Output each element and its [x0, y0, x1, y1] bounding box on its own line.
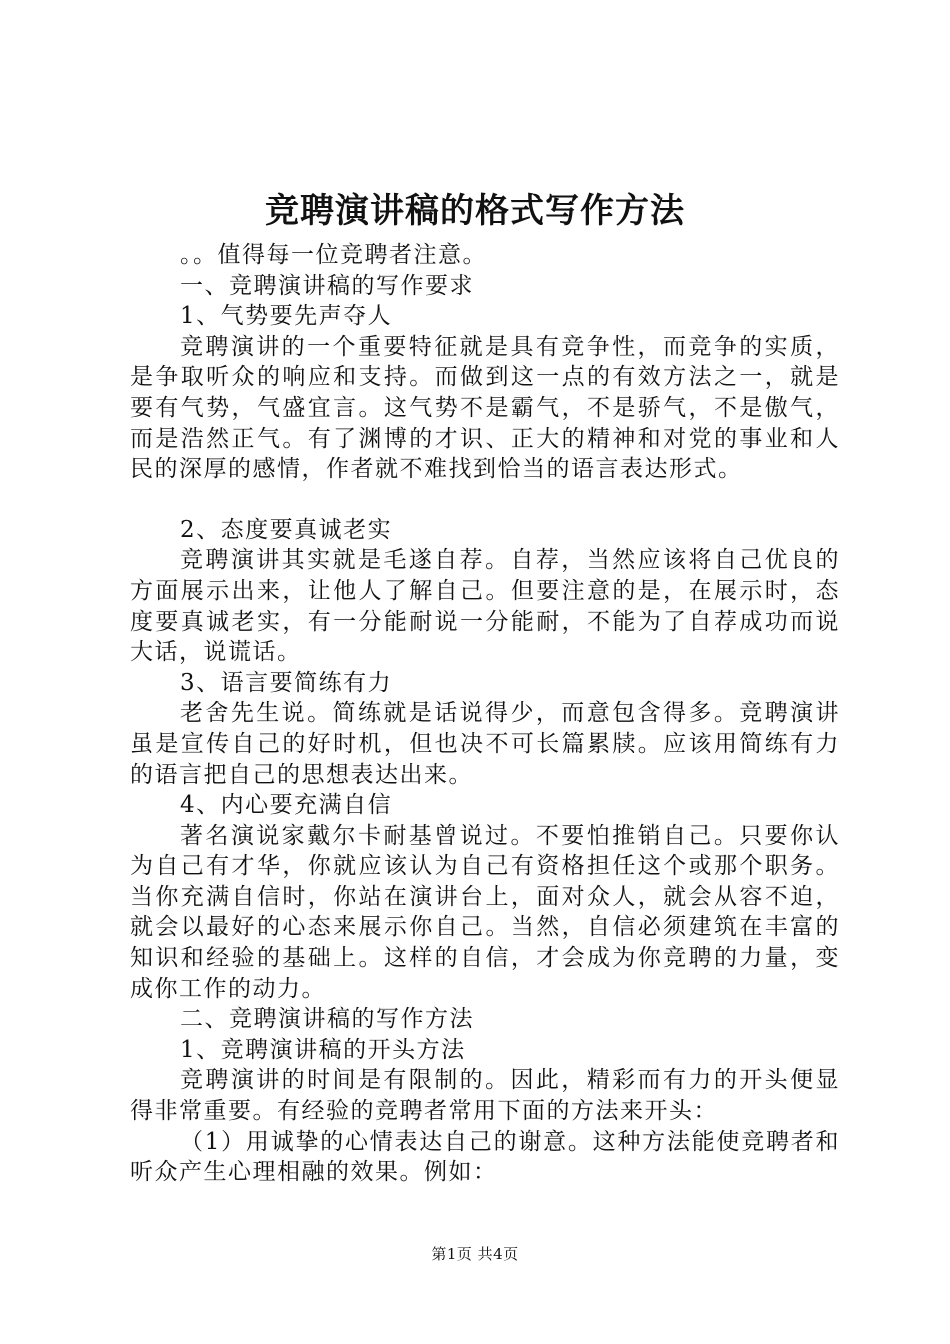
paragraph: 著名演说家戴尔卡耐基曾说过。不要怕推销自己。只要你认为自己有才华，你就应该认为自己有资格担任这个或那个职务。当你充满自信时，你站在演讲台上，面对众人，就会从容不迫，就会以最好的心态来展示你自己。当然，自信必须建筑在丰富的知识和经验的基础上。这样的自信，才会成为你竞聘的力量，变成你工作的动力。 [130, 822, 840, 1002]
subsection-heading: 2、态度要真诚老实 [180, 516, 393, 543]
subsection-heading: 1、气势要先声夺人 [180, 303, 393, 330]
subsection-heading: 3、语言要简练有力 [180, 669, 393, 696]
subsection-heading: 4、内心要充满自信 [180, 792, 393, 819]
paragraph: 竞聘演讲的时间是有限制的。因此，精彩而有力的开头便显得非常重要。有经验的竞聘者常用下面的方法来开头： [130, 1067, 840, 1125]
subsection-heading: 1、竞聘演讲稿的开头方法 [180, 1036, 466, 1063]
paragraph: 竞聘演讲的一个重要特征就是具有竞争性，而竞争的实质，是争取听众的响应和支持。而做到这一点的有效方法之一，就是要有气势，气盛宜言。这气势不是霸气，不是骄气，不是傲气，而是浩然正气。有了渊博的才识、正大的精神和对党的事业和人民的深厚的感情，作者就不难找到恰当的语言表达形式。 [130, 333, 840, 483]
document-body [130, 240, 840, 1188]
paragraph: （1）用诚挚的心情表达自己的谢意。这种方法能使竞聘者和听众产生心理相融的效果。例如： [130, 1128, 840, 1186]
section-heading: 二、竞聘演讲稿的写作方法 [180, 1006, 474, 1033]
paragraph: 。。值得每一位竞聘者注意。 [180, 242, 487, 268]
paragraph: 竞聘演讲其实就是毛遂自荐。自荐，当然应该将自己优良的方面展示出来，让他人了解自己。但要注意的是，在展示时，态度要真诚老实，有一分能耐说一分能耐，不能为了自荐成功而说大话，说谎话。 [130, 547, 840, 666]
paragraph: 老舍先生说。简练就是话说得少，而意包含得多。竞聘演讲虽是宣传自己的好时机，但也决不可长篇累牍。应该用简练有力的语言把自己的思想表达出来。 [130, 700, 840, 788]
page-footer: 第1页 共4页 [431, 1245, 519, 1263]
document-title: 竞聘演讲稿的格式写作方法 [265, 191, 685, 231]
section-heading: 一、竞聘演讲稿的写作要求 [180, 272, 474, 299]
